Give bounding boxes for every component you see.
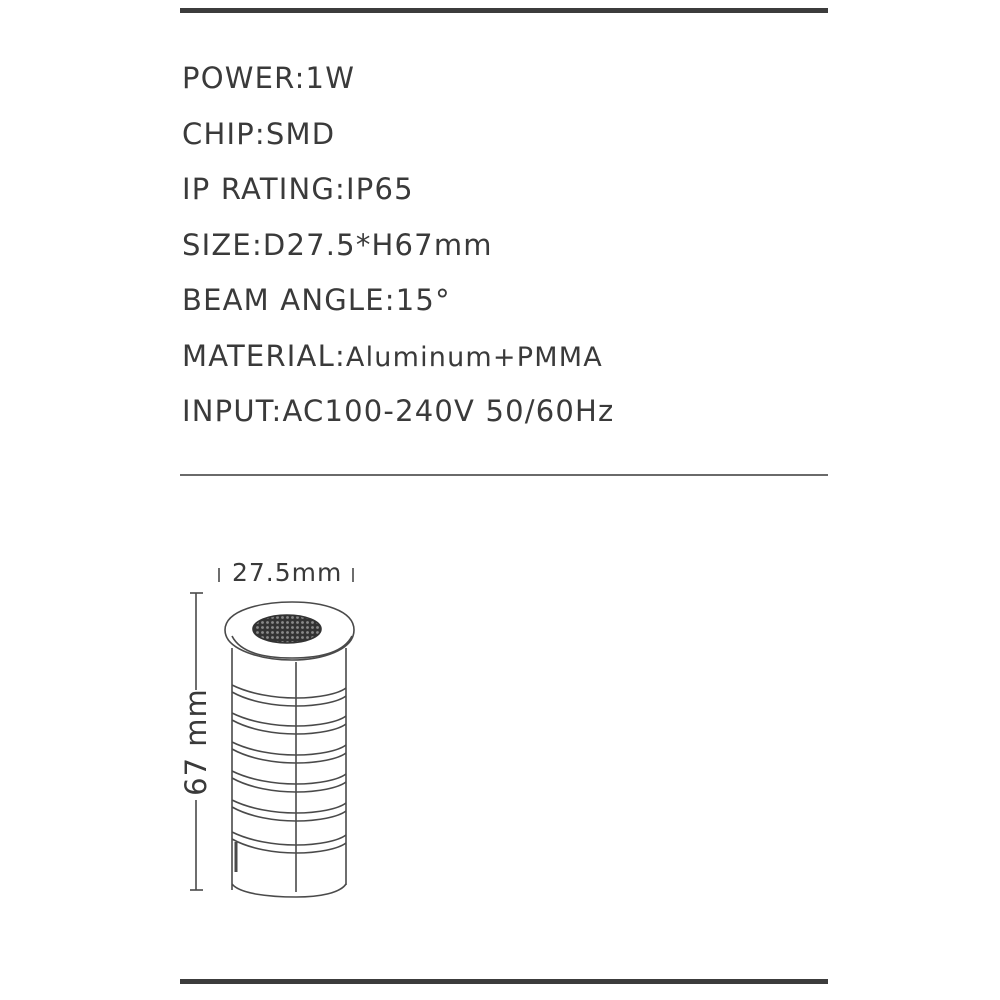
height-dimension-line: [190, 593, 203, 890]
spec-key: MATERIAL:: [182, 338, 346, 373]
lamp-body: [232, 648, 346, 897]
spec-size: [182, 223, 614, 279]
product-outline-drawing: [170, 555, 390, 905]
lamp-lens: [253, 615, 321, 643]
spec-key: INPUT:: [182, 394, 283, 428]
spec-key: POWER:: [182, 61, 306, 95]
width-dimension-markers: [219, 568, 353, 582]
spec-key: SIZE:: [182, 227, 263, 262]
spec-power: [182, 56, 614, 112]
spec-beam-angle: [182, 278, 614, 334]
middle-divider: [180, 474, 828, 476]
lamp-ribs: [232, 685, 346, 853]
spec-value: 1W: [305, 61, 356, 95]
bottom-divider: [180, 979, 828, 984]
spec-key: CHIP:: [182, 116, 266, 151]
spec-key: IP RATING:: [182, 172, 347, 206]
spec-list: [182, 56, 614, 445]
spec-value: IP65: [346, 172, 414, 206]
spec-value: Aluminum+PMMA: [345, 341, 603, 373]
spec-chip: [182, 112, 614, 168]
width-dimension-label: 27.5mm: [232, 558, 343, 587]
spec-value: 15°: [395, 283, 451, 317]
spec-value: D27.5*H67mm: [262, 227, 493, 262]
spec-input: [182, 389, 614, 445]
spec-material: [182, 334, 614, 390]
top-divider: [180, 8, 828, 13]
height-dimension-text: 67 mm: [179, 688, 213, 796]
spec-key: BEAM ANGLE:: [182, 283, 396, 317]
spec-ip-rating: [182, 167, 614, 223]
spec-value: SMD: [265, 116, 336, 151]
spec-value: AC100-240V 50/60Hz: [282, 394, 615, 428]
